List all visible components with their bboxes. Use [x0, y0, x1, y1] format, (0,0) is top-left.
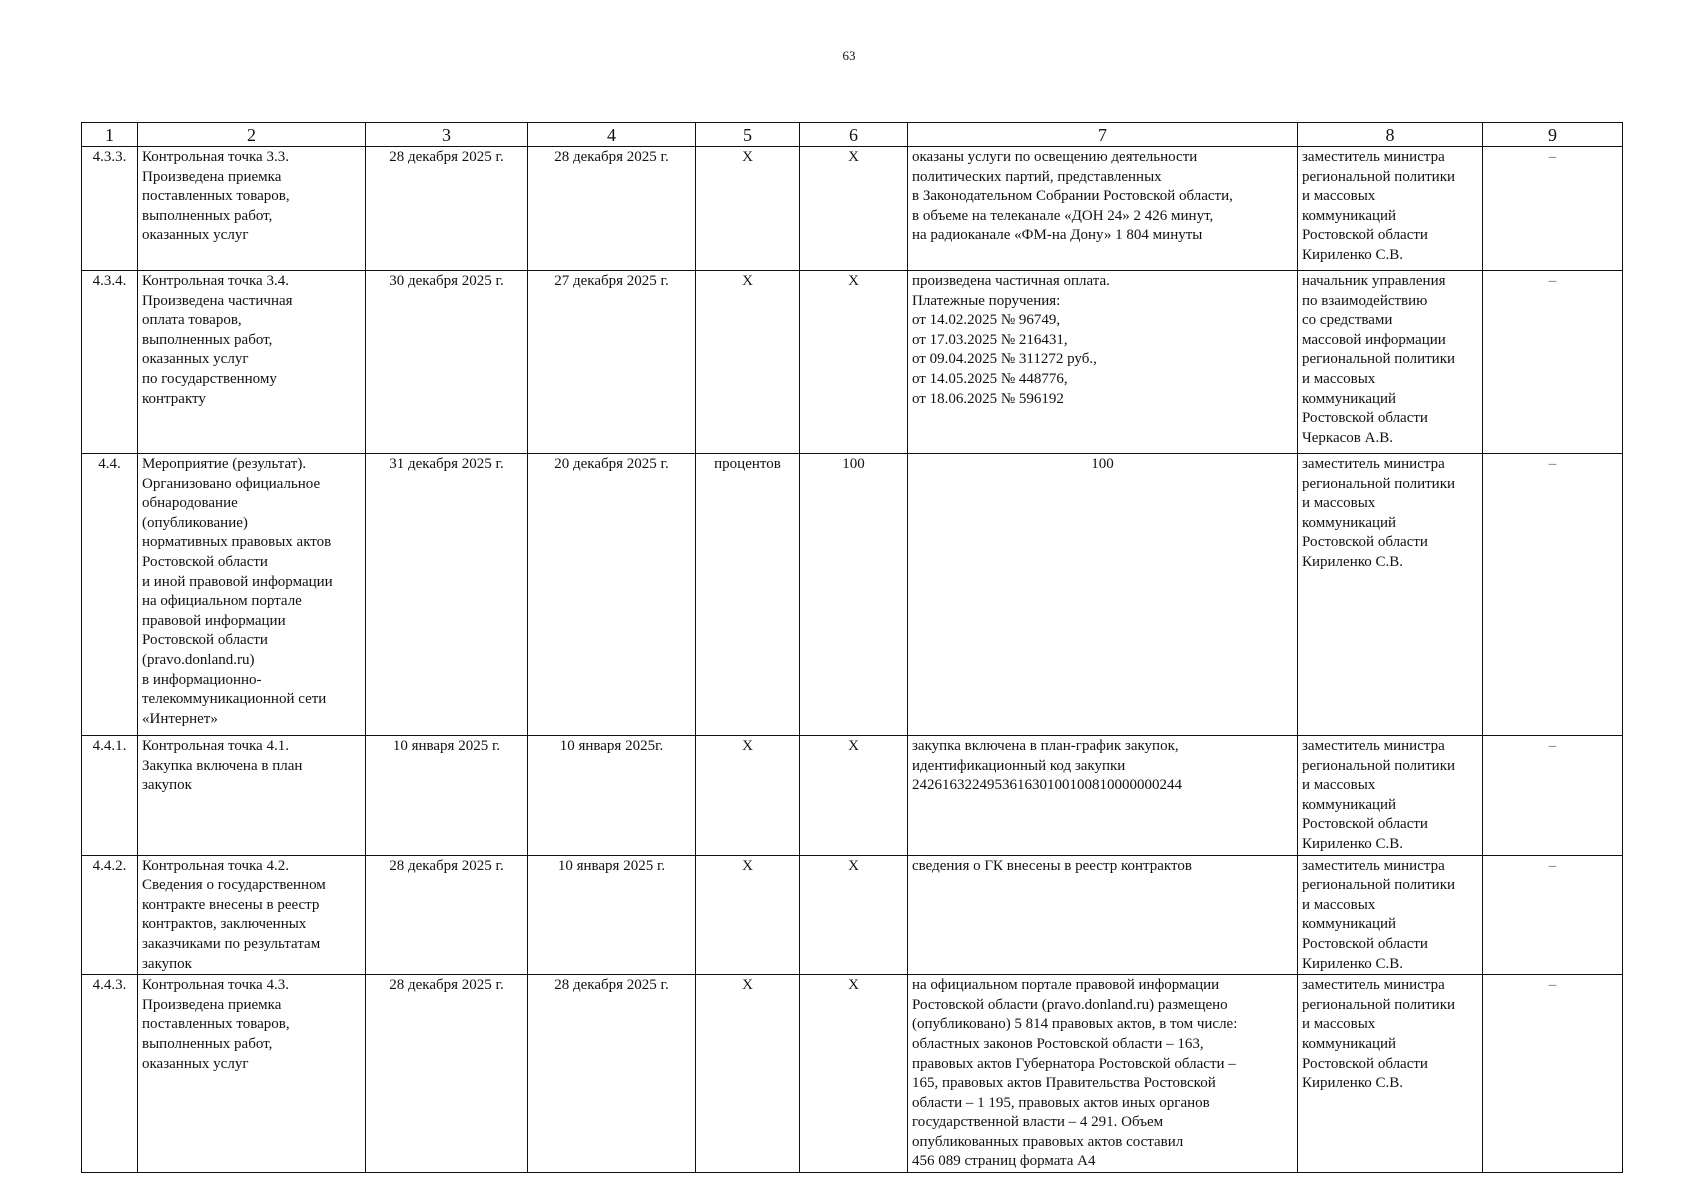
responsible-person: заместитель министра региональной политики и массовых коммуникаций Ростовской области Кириленко С.В. — [1298, 736, 1483, 856]
table-row — [82, 454, 1623, 736]
header-cell-4: 4 — [528, 123, 696, 147]
planned-value: Х — [800, 271, 908, 454]
actual-date: 10 января 2025 г. — [528, 855, 696, 975]
event-name: Мероприятие (результат). Организовано официальное обнародование (опубликование) нормативных правовых актов Ростовской области и иной правовой информации на официальном портале правовой информации Ростовской области (pravo.donland.ru) в информационно- телекоммуникационной сети «Интернет» — [138, 454, 366, 736]
unit: Х — [696, 147, 800, 271]
header-cell-3: 3 — [366, 123, 528, 147]
note: – — [1483, 975, 1623, 1173]
unit: Х — [696, 271, 800, 454]
planned-date: 10 января 2025 г. — [366, 736, 528, 856]
actual-result: 100 — [908, 454, 1298, 736]
planned-date: 28 декабря 2025 г. — [366, 975, 528, 1173]
responsible-person: заместитель министра региональной политики и массовых коммуникаций Ростовской области Кириленко С.В. — [1298, 147, 1483, 271]
row-number: 4.3.4. — [82, 271, 138, 454]
unit: процентов — [696, 454, 800, 736]
actual-date: 28 декабря 2025 г. — [528, 147, 696, 271]
actual-date: 20 декабря 2025 г. — [528, 454, 696, 736]
table-row — [82, 147, 1623, 271]
unit: Х — [696, 855, 800, 975]
responsible-person: начальник управления по взаимодействию со средствами массовой информации региональной политики и массовых коммуникаций Ростовской области Черкасов А.В. — [1298, 271, 1483, 454]
row-number: 4.4.3. — [82, 975, 138, 1173]
actual-date: 28 декабря 2025 г. — [528, 975, 696, 1173]
page-number: 63 — [842, 48, 856, 63]
planned-value: Х — [800, 736, 908, 856]
header-cell-5: 5 — [696, 123, 800, 147]
responsible-person: заместитель министра региональной политики и массовых коммуникаций Ростовской области Кириленко С.В. — [1298, 855, 1483, 975]
row-number: 4.3.3. — [82, 147, 138, 271]
actual-result: произведена частичная оплата. Платежные поручения: от 14.02.2025 № 96749, от 17.03.2025 № 216431, от 09.04.2025 № 311272 руб., от 14.05.2025 № 448776, от 18.06.2025 № 596192 — [908, 271, 1298, 454]
actual-result: на официальном портале правовой информации Ростовской области (pravo.donland.ru) размещено (опубликовано) 5 814 правовых актов, в том числе: областных законов Ростовской области – 163, правовых актов Губернатора Ростовской области – 165, правовых актов Правительства Ростовской области – 1 195, правовых актов иных органов государственной власти – 4 291. Объем опубликованных правовых актов составил 456 089 страниц формата А4 — [908, 975, 1298, 1173]
planned-date: 30 декабря 2025 г. — [366, 271, 528, 454]
table-row — [82, 271, 1623, 454]
row-number: 4.4.2. — [82, 855, 138, 975]
note: – — [1483, 855, 1623, 975]
event-name: Контрольная точка 4.3. Произведена приемка поставленных товаров, выполненных работ, оказанных услуг — [138, 975, 366, 1173]
header-cell-1: 1 — [82, 123, 138, 147]
planned-date: 28 декабря 2025 г. — [366, 147, 528, 271]
event-name: Контрольная точка 4.1. Закупка включена в план закупок — [138, 736, 366, 856]
header-cell-8: 8 — [1298, 123, 1483, 147]
event-name: Контрольная точка 4.2. Сведения о государственном контракте внесены в реестр контрактов, заключенных заказчиками по результатам закупок — [138, 855, 366, 975]
note: – — [1483, 736, 1623, 856]
actual-result: закупка включена в план-график закупок, идентификационный код закупки 242616322495361630100100810000000244 — [908, 736, 1298, 856]
header-cell-2: 2 — [138, 123, 366, 147]
table-row — [82, 975, 1623, 1173]
planned-date: 31 декабря 2025 г. — [366, 454, 528, 736]
planned-value: 100 — [800, 454, 908, 736]
header-row — [82, 123, 1623, 147]
note: – — [1483, 271, 1623, 454]
header-cell-9: 9 — [1483, 123, 1623, 147]
actual-result: сведения о ГК внесены в реестр контрактов — [908, 855, 1298, 975]
note: – — [1483, 147, 1623, 271]
note: – — [1483, 454, 1623, 736]
planned-date: 28 декабря 2025 г. — [366, 855, 528, 975]
planned-value: Х — [800, 975, 908, 1173]
table-row — [82, 736, 1623, 856]
responsible-person: заместитель министра региональной политики и массовых коммуникаций Ростовской области Кириленко С.В. — [1298, 454, 1483, 736]
row-number: 4.4.1. — [82, 736, 138, 856]
unit: Х — [696, 975, 800, 1173]
report-table — [81, 122, 1623, 1173]
actual-result: оказаны услуги по освещению деятельности политических партий, представленных в Законодательном Собрании Ростовской области, в объеме на телеканале «ДОН 24» 2 426 минут, на радиоканале «ФМ-на Дону» 1 804 минуты — [908, 147, 1298, 271]
actual-date: 10 января 2025г. — [528, 736, 696, 856]
header-cell-6: 6 — [800, 123, 908, 147]
table-row — [82, 855, 1623, 975]
actual-date: 27 декабря 2025 г. — [528, 271, 696, 454]
row-number: 4.4. — [82, 454, 138, 736]
planned-value: Х — [800, 147, 908, 271]
event-name: Контрольная точка 3.4. Произведена частичная оплата товаров, выполненных работ, оказанных услуг по государственному контракту — [138, 271, 366, 454]
unit: Х — [696, 736, 800, 856]
planned-value: Х — [800, 855, 908, 975]
event-name: Контрольная точка 3.3. Произведена приемка поставленных товаров, выполненных работ, оказанных услуг — [138, 147, 366, 271]
header-cell-7: 7 — [908, 123, 1298, 147]
responsible-person: заместитель министра региональной политики и массовых коммуникаций Ростовской области Кириленко С.В. — [1298, 975, 1483, 1173]
